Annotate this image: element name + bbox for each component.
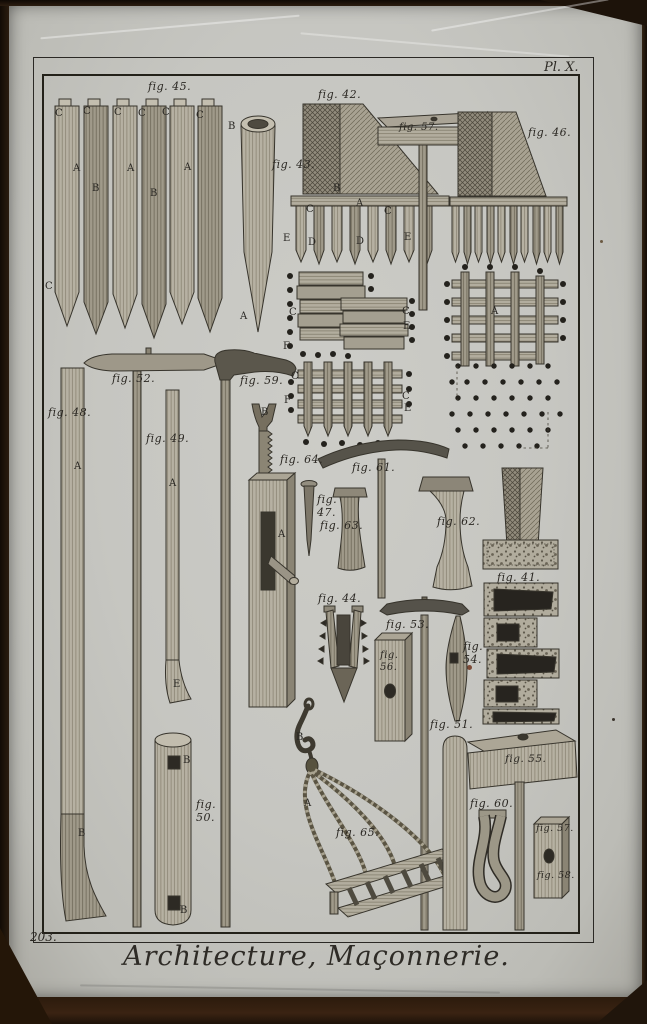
fig-63-label: fig. 63. [320, 519, 364, 532]
fig-52-label: fig. 52. [112, 372, 156, 385]
part-letter-B-14: B [333, 183, 341, 194]
part-letter-C-0: C [55, 108, 63, 119]
fig-45-label: fig. 45. [148, 80, 192, 93]
part-letter-A-38: A [304, 798, 312, 809]
fig-60-label: fig. 60. [470, 797, 514, 810]
fig-49-pole [165, 390, 191, 703]
fig-41-pile-in-masonry-sections [483, 468, 559, 724]
part-letter-C-4: C [162, 107, 170, 118]
fig-56-block [375, 633, 412, 741]
grillage-frame-lower [288, 362, 412, 448]
part-letter-C-22: C [289, 307, 297, 318]
part-letter-A-15: A [356, 198, 364, 209]
part-letter-E-34: E [173, 679, 181, 690]
fig-54-label: fig. 54. [463, 640, 484, 666]
plate-title: Architecture, Maçonnerie. [123, 941, 510, 972]
fig-61-label: fig. 61. [352, 461, 396, 474]
fig-44-pile-shoe [318, 606, 369, 702]
part-letter-C-26: C [291, 371, 299, 382]
part-letter-A-31: A [74, 461, 82, 472]
fig-42-label: fig. 42. [318, 88, 362, 101]
fig-57-58-block [534, 817, 569, 898]
fig-57-block-label: fig. 57. [536, 823, 574, 834]
fig-57-top-label: fig. 57. [399, 122, 439, 133]
part-letter-A-36: A [278, 529, 286, 540]
fig-64-label: fig. 64. [280, 453, 324, 466]
part-letter-A-13: A [240, 311, 248, 322]
fig-54-paddle [446, 616, 467, 721]
part-letter-C-23: C [402, 306, 410, 317]
fig-46-label: fig. 46. [528, 126, 572, 139]
fig-51-label: fig. 51. [430, 718, 474, 731]
fig-62-label: fig. 62. [437, 515, 481, 528]
grillage-planks-upper [287, 272, 415, 359]
fig-50-label: fig. 50. [196, 798, 217, 824]
plate-number: Pl. X. [544, 60, 579, 75]
fig-59-label: fig. 59. [240, 374, 284, 387]
part-letter-C-17: C [384, 206, 392, 217]
fig-47-label: fig. 47. [317, 493, 338, 519]
fig-49-label: fig. 49. [146, 432, 190, 445]
fig-65-label: fig. 65. [336, 826, 380, 839]
part-letter-B-39: B [183, 755, 191, 766]
part-letter-C-28: C [402, 391, 410, 402]
part-letter-E-20: E [283, 233, 291, 244]
fig-43-label: fig. 43. [272, 158, 316, 171]
part-letter-C-11: C [45, 281, 53, 292]
fig-58-label: fig. 58. [537, 870, 575, 881]
part-letter-C-5: C [196, 110, 204, 121]
part-letter-E-29: E [404, 403, 412, 414]
part-letter-B-37: B [296, 732, 304, 743]
fig-55-label: fig. 55. [505, 753, 547, 765]
part-letter-A-7: A [127, 163, 135, 174]
fig-53-label: fig. 53. [386, 618, 430, 631]
part-letter-E-21: E [404, 232, 412, 243]
part-letter-B-12: B [228, 121, 236, 132]
part-letter-C-1: C [83, 106, 91, 117]
page-number: 203. [30, 930, 57, 944]
part-letter-B-40: B [180, 905, 188, 916]
part-letter-D-19: D [356, 236, 365, 247]
fig-62-rammer [419, 477, 473, 590]
fig-48-label: fig. 48. [48, 406, 92, 419]
part-letter-D-18: D [308, 237, 317, 248]
part-letter-B-32: B [78, 828, 86, 839]
part-letter-B-9: B [92, 183, 100, 194]
fig-46-pile-driver-ram [450, 112, 567, 264]
fig-45-squared-piles [55, 99, 222, 338]
fig-60-withy [479, 810, 506, 897]
fig-63-small-rammer [333, 488, 367, 570]
fig-47-spike [301, 481, 317, 557]
fig-56-label: fig. 56. [380, 650, 399, 673]
fig-50-roller [155, 733, 191, 925]
fig-48-gauge-pole [61, 368, 106, 921]
grillage-frame-right [444, 264, 566, 366]
part-letter-C-16: C [306, 204, 314, 215]
part-letter-F-25: F [283, 341, 290, 352]
part-letter-A-33: A [169, 478, 177, 489]
part-letter-A-8: A [184, 162, 192, 173]
part-letter-B-35: B [261, 407, 269, 418]
fig-61-hammer [318, 440, 449, 598]
fig-43-round-pile [241, 116, 275, 332]
part-letter-C-3: C [138, 108, 146, 119]
fig-41-label: fig. 41. [497, 571, 541, 584]
part-letter-A-6: A [73, 163, 81, 174]
part-letter-B-10: B [150, 188, 158, 199]
part-letter-A-30: A [491, 306, 499, 317]
part-letter-C-2: C [114, 107, 122, 118]
pile-plan-dots [449, 363, 562, 448]
fig-44-label: fig. 44. [318, 592, 362, 605]
fig-51-post [443, 736, 467, 930]
part-letter-F-27: F [284, 395, 291, 406]
fig-64-rack-jack [249, 404, 299, 707]
part-letter-E-24: E [403, 321, 411, 332]
